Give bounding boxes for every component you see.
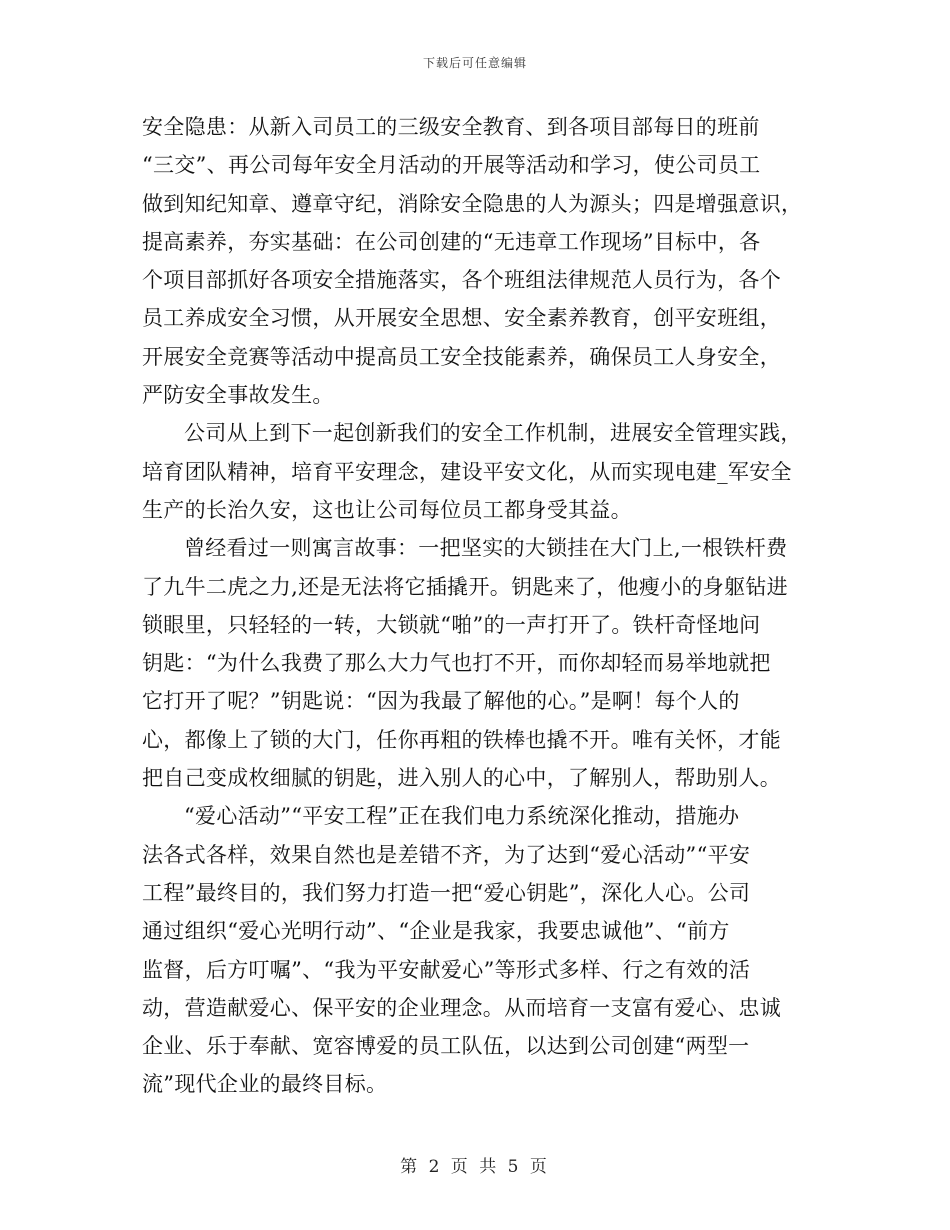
text-line: 个项目部抓好各项安全措施落实，各个班组法律规范人员行为，各个	[142, 268, 781, 293]
text-line: 法各式各样，效果自然也是差错不齐，为了达到“爱心活动”“平安	[142, 842, 751, 867]
text-line: 员工养成安全习惯，从开展安全思想、安全素养教育，创平安班组，	[142, 306, 781, 331]
text-line: 把自己变成枚细腻的钥匙，进入别人的心中，了解别人，帮助别人。	[142, 766, 781, 791]
text-line: 监督，后方叮嘱”、“我为平安献爱心”等形式多样、行之有效的活	[142, 957, 751, 982]
text-line: 通过组织“爱心光明行动”、“企业是我家，我要忠诚他”、“前方	[142, 919, 730, 944]
text-line: 工程”最终目的，我们努力打造一把“爱心钥匙”，深化人心。公司	[142, 880, 751, 905]
text-line: “三交”、再公司每年安全月活动的开展等活动和学习，使公司员工	[142, 153, 761, 178]
text-line: 动，营造献爱心、保平安的企业理念。从而培育一支富有爱心、忠诚	[142, 995, 781, 1020]
text-line: 开展安全竞赛等活动中提高员工安全技能素养，确保员工人身安全，	[142, 344, 781, 369]
page-header: 下载后可任意编辑	[422, 56, 527, 70]
text-line: 严防安全事故发生。	[142, 383, 334, 408]
text-line: 它打开了呢？”钥匙说：“因为我最了解他的心。”是啊！每个人的	[142, 689, 740, 714]
text-line: 生产的长治久安，这也让公司每位员工都身受其益。	[142, 497, 632, 522]
text-line: 培育团队精神，培育平安理念，建设平安文化，从而实现电建_军安全	[142, 459, 792, 484]
text-line: 钥匙：“为什么我费了那么大力气也打不开，而你却轻而易举地就把	[142, 651, 771, 676]
text-line: 心，都像上了锁的大门，任你再粗的铁棒也撬不开。唯有关怀，才能	[142, 727, 781, 752]
text-line: 锁眼里，只轻轻的一转，大锁就“啪”的一声打开了。铁杆奇怪地问	[142, 612, 761, 637]
text-line: 企业、乐于奉献、宽容博爱的员工队伍，以达到公司创建“两型一	[142, 1034, 750, 1059]
text-line: 做到知纪知章、遵章守纪，消除安全隐患的人为源头；四是增强意识，	[142, 191, 803, 216]
text-line: 安全隐患：从新入司员工的三级安全教育、到各项目部每日的班前	[142, 115, 760, 139]
document-body	[142, 108, 814, 1104]
paragraph-first-line: 曾经看过一则寓言故事：一把坚实的大锁挂在大门上,一根铁杆费	[184, 536, 788, 561]
paragraph-first-line: “爱心活动”“平安工程”正在我们电力系统深化推动，措施办	[184, 804, 740, 829]
text-line: 提高素养，夯实基础：在公司创建的“无违章工作现场”目标中，各	[142, 229, 761, 254]
text-line: 流”现代企业的最终目标。	[142, 1072, 388, 1097]
text-line: 了九牛二虎之力,还是无法将它插撬开。钥匙来了，他瘦小的身躯钻进	[142, 574, 788, 599]
page-number: 第 2 页 共 5 页	[400, 1157, 550, 1177]
paragraph-first-line: 公司从上到下一起创新我们的安全工作机制，进展安全管理实践，	[184, 421, 802, 446]
